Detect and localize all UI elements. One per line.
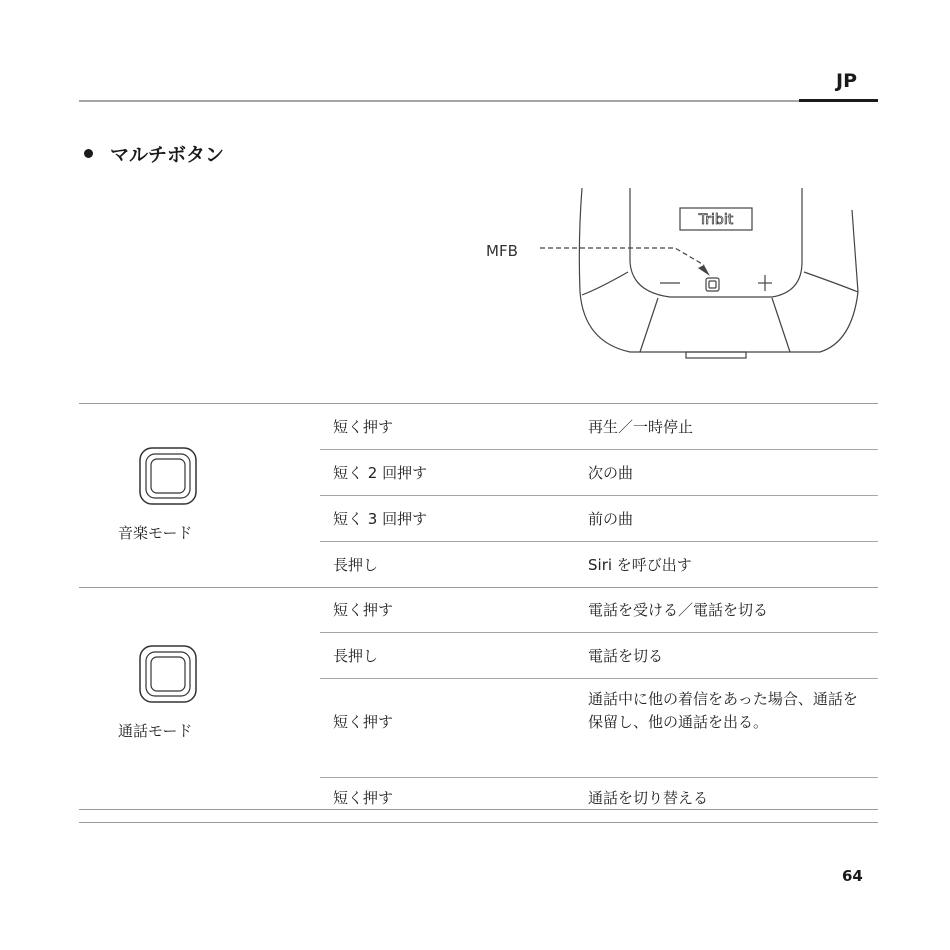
call-mode-label: 通話モード: [118, 722, 193, 740]
action-cell: 長押し: [333, 647, 379, 665]
multi-function-button-icon: [138, 446, 198, 506]
result-cell: 再生／一時停止: [588, 418, 694, 436]
action-cell: 短く 3 回押す: [333, 510, 428, 528]
result-cell: Siri を呼び出す: [588, 556, 692, 574]
music-mode-label: 音楽モード: [118, 524, 193, 542]
result-cell: 電話を受ける／電話を切る: [588, 601, 769, 619]
bullet-icon: [84, 149, 93, 158]
result-cell: 通話中に他の着信をあった場合、通話を保留し、他の通話を出る。: [588, 690, 858, 731]
header-rule-accent: [799, 99, 878, 102]
table-rule: [79, 403, 878, 404]
mfb-callout-label: MFB: [486, 242, 518, 260]
action-cell: 短く 2 回押す: [333, 464, 428, 482]
result-cell: 電話を切る: [588, 647, 664, 665]
table-rule: [320, 632, 878, 633]
action-cell: 短く押す: [333, 713, 394, 731]
result-cell: 前の曲: [588, 510, 634, 528]
table-rule: [320, 541, 878, 542]
header-rule: [79, 100, 799, 102]
table-rule: [79, 822, 878, 823]
table-rule: [79, 587, 878, 588]
multi-function-button-icon: [138, 644, 198, 704]
mfb-button-icon: [706, 278, 719, 291]
brand-logo: [680, 208, 752, 230]
table-rule: [320, 449, 878, 450]
table-rule: [320, 777, 878, 778]
brand-text: Tribit: [698, 212, 734, 228]
language-code: JP: [836, 70, 857, 92]
table-rule: [79, 809, 878, 810]
section-title: マルチボタン: [110, 144, 225, 166]
result-cell: 通話を切り替える: [588, 789, 709, 807]
table-rule: [320, 495, 878, 496]
result-cell: 次の曲: [588, 464, 634, 482]
action-cell: 短く押す: [333, 418, 394, 436]
speaker-illustration: [540, 180, 870, 370]
table-rule: [320, 678, 878, 679]
action-cell: 短く押す: [333, 789, 394, 807]
action-cell: 長押し: [333, 556, 379, 574]
action-cell: 短く押す: [333, 601, 394, 619]
page-number: 64: [842, 867, 863, 885]
